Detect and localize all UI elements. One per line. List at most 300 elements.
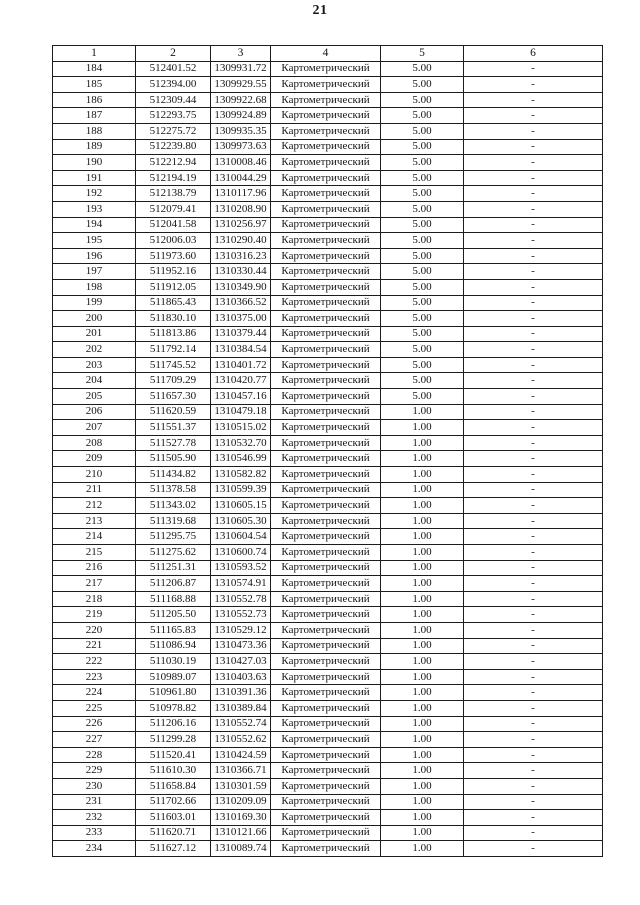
cell-coordinate-y: 1310605.30 [211,513,271,529]
table-row [53,233,603,249]
table-row [53,201,603,217]
table-row [53,155,603,171]
table-row [53,560,603,576]
cell-coordinate-x: 511205.50 [136,607,211,623]
cell-point-number: 200 [53,311,136,327]
cell-note: - [464,685,603,701]
table-row [53,685,603,701]
cell-method: Картометрический [271,435,381,451]
cell-note: - [464,669,603,685]
cell-coordinate-x: 511378.58 [136,482,211,498]
table-row [53,825,603,841]
table-row [53,264,603,280]
cell-precision: 1.00 [381,607,464,623]
cell-note: - [464,92,603,108]
cell-precision: 5.00 [381,342,464,358]
cell-coordinate-y: 1310256.97 [211,217,271,233]
cell-method: Картометрический [271,763,381,779]
cell-coordinate-x: 511275.62 [136,545,211,561]
cell-note: - [464,513,603,529]
cell-precision: 1.00 [381,638,464,654]
cell-method: Картометрический [271,170,381,186]
cell-precision: 1.00 [381,716,464,732]
cell-method: Картометрический [271,810,381,826]
cell-coordinate-y: 1310403.63 [211,669,271,685]
cell-note: - [464,357,603,373]
page-number: 21 [312,3,328,18]
cell-precision: 5.00 [381,279,464,295]
cell-method: Картометрический [271,217,381,233]
cell-method: Картометрический [271,778,381,794]
table-row [53,342,603,358]
cell-point-number: 218 [53,591,136,607]
cell-point-number: 198 [53,279,136,295]
table-row [53,747,603,763]
cell-precision: 1.00 [381,622,464,638]
cell-precision: 1.00 [381,545,464,561]
header-cell-6: 6 [464,46,603,62]
cell-coordinate-y: 1310169.30 [211,810,271,826]
cell-precision: 5.00 [381,61,464,77]
table-row [53,576,603,592]
cell-coordinate-x: 511434.82 [136,467,211,483]
cell-point-number: 197 [53,264,136,280]
table-row [53,841,603,857]
cell-method: Картометрический [271,279,381,295]
cell-point-number: 230 [53,778,136,794]
cell-coordinate-x: 511658.84 [136,778,211,794]
cell-point-number: 222 [53,654,136,670]
cell-coordinate-y: 1310121.66 [211,825,271,841]
cell-method: Картометрический [271,108,381,124]
cell-precision: 5.00 [381,201,464,217]
cell-method: Картометрический [271,326,381,342]
cell-note: - [464,435,603,451]
table-row [53,92,603,108]
cell-method: Картометрический [271,669,381,685]
cell-precision: 1.00 [381,747,464,763]
cell-point-number: 221 [53,638,136,654]
cell-coordinate-y: 1309929.55 [211,77,271,93]
cell-point-number: 229 [53,763,136,779]
cell-coordinate-x: 511527.78 [136,435,211,451]
cell-method: Картометрический [271,420,381,436]
cell-note: - [464,576,603,592]
table-body [53,61,603,856]
cell-method: Картометрический [271,357,381,373]
cell-coordinate-y: 1310117.96 [211,186,271,202]
cell-method: Картометрический [271,482,381,498]
coordinates-table [52,45,603,857]
cell-method: Картометрический [271,92,381,108]
cell-coordinate-y: 1310424.59 [211,747,271,763]
cell-note: - [464,389,603,405]
cell-coordinate-y: 1310604.54 [211,529,271,545]
cell-coordinate-x: 510978.82 [136,700,211,716]
cell-point-number: 211 [53,482,136,498]
cell-coordinate-y: 1310593.52 [211,560,271,576]
cell-method: Картометрический [271,841,381,857]
cell-coordinate-y: 1310391.36 [211,685,271,701]
cell-coordinate-x: 512309.44 [136,92,211,108]
table-row [53,529,603,545]
cell-method: Картометрический [271,732,381,748]
cell-coordinate-y: 1309924.89 [211,108,271,124]
cell-note: - [464,186,603,202]
cell-point-number: 208 [53,435,136,451]
table-row [53,700,603,716]
cell-precision: 5.00 [381,264,464,280]
cell-coordinate-x: 511620.71 [136,825,211,841]
cell-precision: 1.00 [381,420,464,436]
table-row [53,108,603,124]
cell-precision: 5.00 [381,233,464,249]
cell-coordinate-x: 511206.16 [136,716,211,732]
table-row [53,810,603,826]
table-row [53,732,603,748]
cell-note: - [464,622,603,638]
cell-coordinate-x: 511030.19 [136,654,211,670]
cell-coordinate-y: 1310389.84 [211,700,271,716]
cell-note: - [464,123,603,139]
cell-point-number: 234 [53,841,136,857]
cell-point-number: 226 [53,716,136,732]
cell-note: - [464,155,603,171]
cell-point-number: 220 [53,622,136,638]
cell-coordinate-x: 511792.14 [136,342,211,358]
cell-note: - [464,61,603,77]
cell-coordinate-y: 1310209.09 [211,794,271,810]
cell-note: - [464,264,603,280]
cell-method: Картометрический [271,794,381,810]
cell-coordinate-y: 1310330.44 [211,264,271,280]
cell-note: - [464,529,603,545]
table-row [53,295,603,311]
cell-method: Картометрический [271,825,381,841]
cell-point-number: 193 [53,201,136,217]
cell-precision: 5.00 [381,248,464,264]
cell-note: - [464,373,603,389]
cell-coordinate-y: 1310384.54 [211,342,271,358]
cell-precision: 1.00 [381,560,464,576]
table-row [53,435,603,451]
cell-point-number: 205 [53,389,136,405]
table-row [53,170,603,186]
cell-note: - [464,311,603,327]
table-row [53,513,603,529]
cell-precision: 1.00 [381,685,464,701]
cell-precision: 1.00 [381,732,464,748]
cell-point-number: 190 [53,155,136,171]
cell-coordinate-y: 1310605.15 [211,498,271,514]
cell-note: - [464,841,603,857]
table-row [53,217,603,233]
cell-point-number: 216 [53,560,136,576]
cell-coordinate-x: 512006.03 [136,233,211,249]
cell-method: Картометрический [271,685,381,701]
cell-precision: 5.00 [381,123,464,139]
cell-method: Картометрический [271,545,381,561]
cell-method: Картометрический [271,311,381,327]
cell-point-number: 217 [53,576,136,592]
table-row [53,326,603,342]
cell-precision: 5.00 [381,389,464,405]
cell-note: - [464,451,603,467]
table-row [53,545,603,561]
cell-precision: 1.00 [381,498,464,514]
cell-coordinate-y: 1310366.71 [211,763,271,779]
cell-precision: 1.00 [381,669,464,685]
cell-coordinate-x: 512212.94 [136,155,211,171]
table-row [53,357,603,373]
cell-precision: 5.00 [381,139,464,155]
table-row [53,622,603,638]
cell-method: Картометрический [271,295,381,311]
cell-note: - [464,404,603,420]
cell-point-number: 224 [53,685,136,701]
cell-method: Картометрический [271,467,381,483]
cell-precision: 5.00 [381,357,464,373]
cell-note: - [464,545,603,561]
cell-point-number: 232 [53,810,136,826]
table-row [53,404,603,420]
cell-point-number: 228 [53,747,136,763]
cell-coordinate-y: 1310375.00 [211,311,271,327]
cell-method: Картометрический [271,576,381,592]
cell-coordinate-y: 1310420.77 [211,373,271,389]
cell-note: - [464,654,603,670]
table-row [53,389,603,405]
cell-point-number: 189 [53,139,136,155]
cell-precision: 1.00 [381,482,464,498]
table-row [53,591,603,607]
cell-note: - [464,467,603,483]
cell-point-number: 195 [53,233,136,249]
cell-coordinate-y: 1310574.91 [211,576,271,592]
cell-point-number: 223 [53,669,136,685]
cell-coordinate-x: 511610.30 [136,763,211,779]
cell-coordinate-x: 511709.29 [136,373,211,389]
cell-method: Картометрический [271,233,381,249]
cell-point-number: 203 [53,357,136,373]
cell-coordinate-x: 511086.94 [136,638,211,654]
cell-method: Картометрический [271,513,381,529]
cell-method: Картометрический [271,607,381,623]
cell-note: - [464,560,603,576]
cell-precision: 5.00 [381,186,464,202]
cell-coordinate-x: 511702.66 [136,794,211,810]
cell-method: Картометрический [271,498,381,514]
cell-coordinate-x: 511603.01 [136,810,211,826]
cell-method: Картометрический [271,700,381,716]
cell-coordinate-y: 1310552.62 [211,732,271,748]
cell-precision: 1.00 [381,794,464,810]
cell-method: Картометрический [271,529,381,545]
cell-coordinate-y: 1309973.63 [211,139,271,155]
cell-point-number: 212 [53,498,136,514]
cell-coordinate-y: 1310208.90 [211,201,271,217]
cell-method: Картометрический [271,342,381,358]
header-cell-2: 2 [136,46,211,62]
cell-point-number: 196 [53,248,136,264]
cell-coordinate-y: 1310316.23 [211,248,271,264]
cell-coordinate-y: 1310600.74 [211,545,271,561]
cell-method: Картометрический [271,61,381,77]
cell-method: Картометрический [271,560,381,576]
cell-method: Картометрический [271,716,381,732]
cell-coordinate-x: 511745.52 [136,357,211,373]
cell-precision: 5.00 [381,108,464,124]
cell-coordinate-y: 1310479.18 [211,404,271,420]
cell-method: Картометрический [271,654,381,670]
cell-coordinate-x: 511627.12 [136,841,211,857]
cell-coordinate-y: 1309935.35 [211,123,271,139]
cell-point-number: 188 [53,123,136,139]
cell-point-number: 209 [53,451,136,467]
cell-coordinate-x: 511813.86 [136,326,211,342]
cell-coordinate-y: 1310599.39 [211,482,271,498]
cell-coordinate-x: 512293.75 [136,108,211,124]
table-row [53,794,603,810]
cell-point-number: 225 [53,700,136,716]
cell-coordinate-x: 512079.41 [136,201,211,217]
cell-note: - [464,591,603,607]
cell-precision: 1.00 [381,576,464,592]
cell-point-number: 215 [53,545,136,561]
cell-point-number: 213 [53,513,136,529]
cell-coordinate-x: 511865.43 [136,295,211,311]
cell-point-number: 204 [53,373,136,389]
cell-precision: 5.00 [381,155,464,171]
header-cell-4: 4 [271,46,381,62]
cell-point-number: 191 [53,170,136,186]
table-row [53,451,603,467]
cell-coordinate-x: 511505.90 [136,451,211,467]
cell-point-number: 219 [53,607,136,623]
cell-method: Картометрический [271,747,381,763]
cell-coordinate-x: 511912.05 [136,279,211,295]
table-row [53,248,603,264]
cell-coordinate-x: 511295.75 [136,529,211,545]
cell-method: Картометрический [271,248,381,264]
cell-note: - [464,342,603,358]
cell-precision: 1.00 [381,435,464,451]
cell-note: - [464,700,603,716]
table-row [53,467,603,483]
cell-precision: 1.00 [381,513,464,529]
cell-coordinate-x: 511206.87 [136,576,211,592]
cell-method: Картометрический [271,404,381,420]
header-cell-1: 1 [53,46,136,62]
cell-coordinate-y: 1310473.36 [211,638,271,654]
cell-point-number: 199 [53,295,136,311]
cell-point-number: 227 [53,732,136,748]
cell-precision: 1.00 [381,700,464,716]
cell-coordinate-y: 1310290.40 [211,233,271,249]
cell-coordinate-y: 1310366.52 [211,295,271,311]
cell-precision: 1.00 [381,654,464,670]
cell-point-number: 202 [53,342,136,358]
cell-coordinate-x: 512041.58 [136,217,211,233]
cell-precision: 5.00 [381,326,464,342]
cell-note: - [464,810,603,826]
cell-coordinate-x: 511830.10 [136,311,211,327]
cell-note: - [464,482,603,498]
cell-precision: 1.00 [381,467,464,483]
cell-coordinate-y: 1310529.12 [211,622,271,638]
cell-note: - [464,778,603,794]
cell-point-number: 187 [53,108,136,124]
cell-point-number: 233 [53,825,136,841]
cell-coordinate-x: 510989.07 [136,669,211,685]
cell-precision: 5.00 [381,311,464,327]
cell-precision: 1.00 [381,529,464,545]
table-row [53,654,603,670]
cell-method: Картометрический [271,451,381,467]
cell-method: Картометрический [271,264,381,280]
header-cell-5: 5 [381,46,464,62]
table-row [53,716,603,732]
cell-precision: 1.00 [381,451,464,467]
cell-coordinate-x: 511319.68 [136,513,211,529]
table-row [53,607,603,623]
table-row [53,669,603,685]
cell-note: - [464,248,603,264]
cell-coordinate-x: 511251.31 [136,560,211,576]
cell-coordinate-x: 512194.19 [136,170,211,186]
cell-note: - [464,201,603,217]
cell-point-number: 184 [53,61,136,77]
cell-note: - [464,420,603,436]
cell-note: - [464,732,603,748]
cell-precision: 5.00 [381,170,464,186]
cell-coordinate-x: 512239.80 [136,139,211,155]
cell-method: Картометрический [271,389,381,405]
cell-precision: 5.00 [381,295,464,311]
cell-method: Картометрический [271,638,381,654]
cell-precision: 1.00 [381,825,464,841]
cell-method: Картометрический [271,139,381,155]
cell-point-number: 192 [53,186,136,202]
cell-coordinate-y: 1310089.74 [211,841,271,857]
table-row [53,61,603,77]
cell-note: - [464,233,603,249]
cell-coordinate-y: 1310552.73 [211,607,271,623]
table-row [53,139,603,155]
cell-coordinate-y: 1310552.74 [211,716,271,732]
cell-coordinate-x: 511299.28 [136,732,211,748]
cell-coordinate-y: 1309922.68 [211,92,271,108]
cell-coordinate-y: 1310008.46 [211,155,271,171]
table-row [53,638,603,654]
cell-note: - [464,139,603,155]
cell-note: - [464,638,603,654]
cell-point-number: 207 [53,420,136,436]
cell-note: - [464,170,603,186]
cell-coordinate-y: 1310401.72 [211,357,271,373]
cell-precision: 1.00 [381,778,464,794]
cell-note: - [464,498,603,514]
cell-point-number: 231 [53,794,136,810]
cell-coordinate-x: 511165.83 [136,622,211,638]
cell-point-number: 194 [53,217,136,233]
cell-coordinate-y: 1310515.02 [211,420,271,436]
cell-note: - [464,763,603,779]
cell-note: - [464,295,603,311]
cell-coordinate-x: 512275.72 [136,123,211,139]
cell-note: - [464,108,603,124]
cell-point-number: 186 [53,92,136,108]
